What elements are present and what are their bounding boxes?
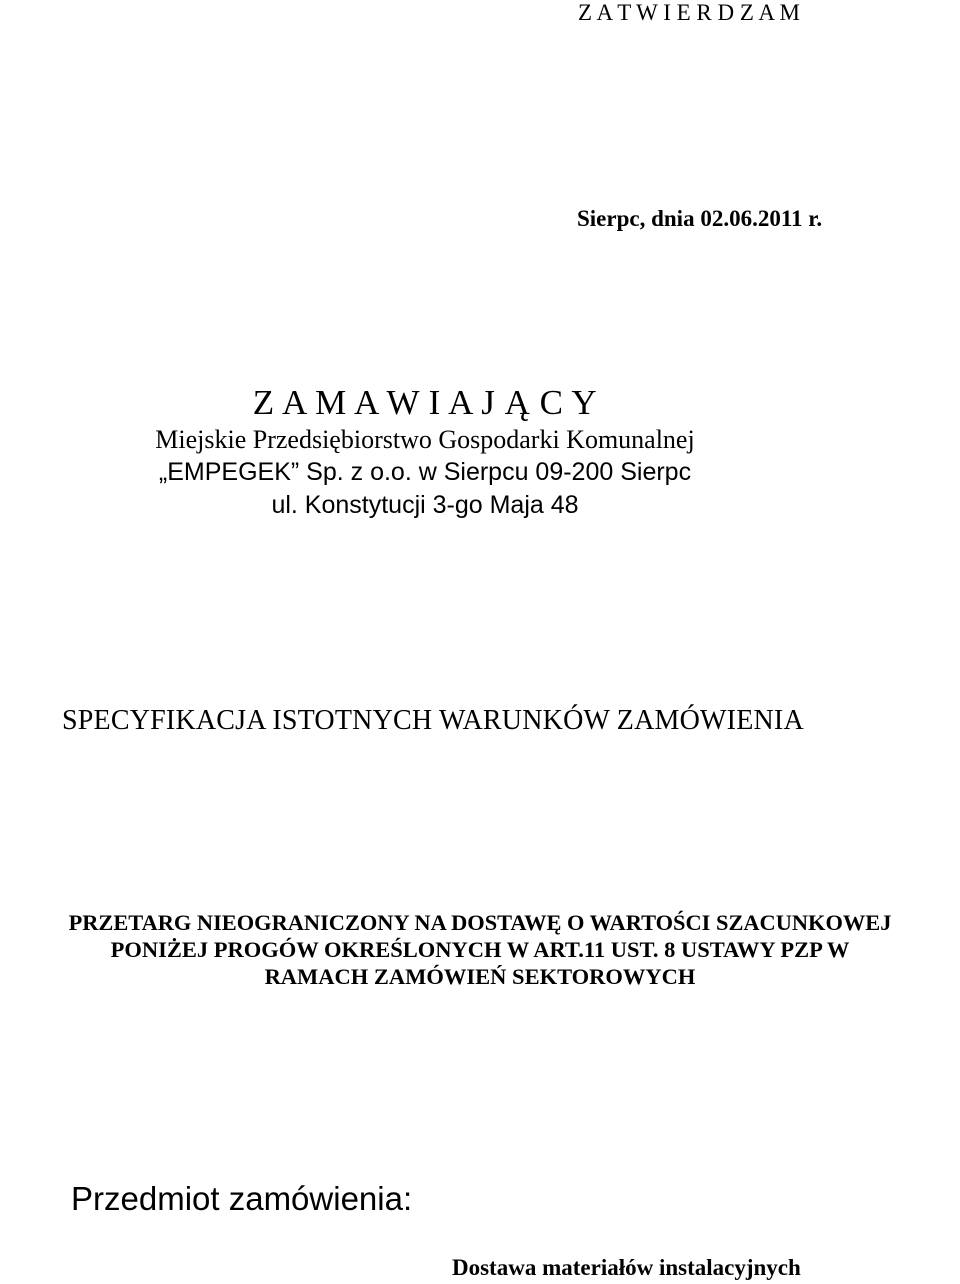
tender-line: PRZETARG NIEOGRANICZONY NA DOSTAWĘ O WARTOŚCI SZACUNKOWEJ bbox=[68, 910, 892, 935]
subject-value: Dostawa materiałów instalacyjnych bbox=[452, 1255, 801, 1280]
tender-description bbox=[0, 909, 960, 990]
tender-line: RAMACH ZAMÓWIEŃ SEKTOROWYCH bbox=[264, 964, 696, 989]
orderer-address: ul. Konstytucji 3-go Maja 48 bbox=[271, 491, 579, 519]
document-title: SPECYFIKACJA ISTOTNYCH WARUNKÓW ZAMÓWIENIA bbox=[62, 705, 804, 736]
document-date: Sierpc, dnia 02.06.2011 r. bbox=[577, 206, 823, 231]
approval-stamp-text: Z A T W I E R D Z A M bbox=[578, 0, 800, 25]
orderer-company: „EMPEGEK” Sp. z o.o. w Sierpcu 09-200 Sierpc bbox=[158, 458, 692, 486]
orderer-name: Miejskie Przedsiębiorstwo Gospodarki Komunalnej bbox=[155, 425, 695, 454]
orderer-section bbox=[0, 383, 850, 522]
orderer-heading: Z A M A W I A J Ą C Y bbox=[252, 383, 598, 422]
subject-label: Przedmiot zamówienia: bbox=[71, 1180, 413, 1217]
tender-line: PONIŻEJ PROGÓW OKREŚLONYCH W ART.11 UST. 8 USTAWY PZP W bbox=[110, 937, 850, 962]
